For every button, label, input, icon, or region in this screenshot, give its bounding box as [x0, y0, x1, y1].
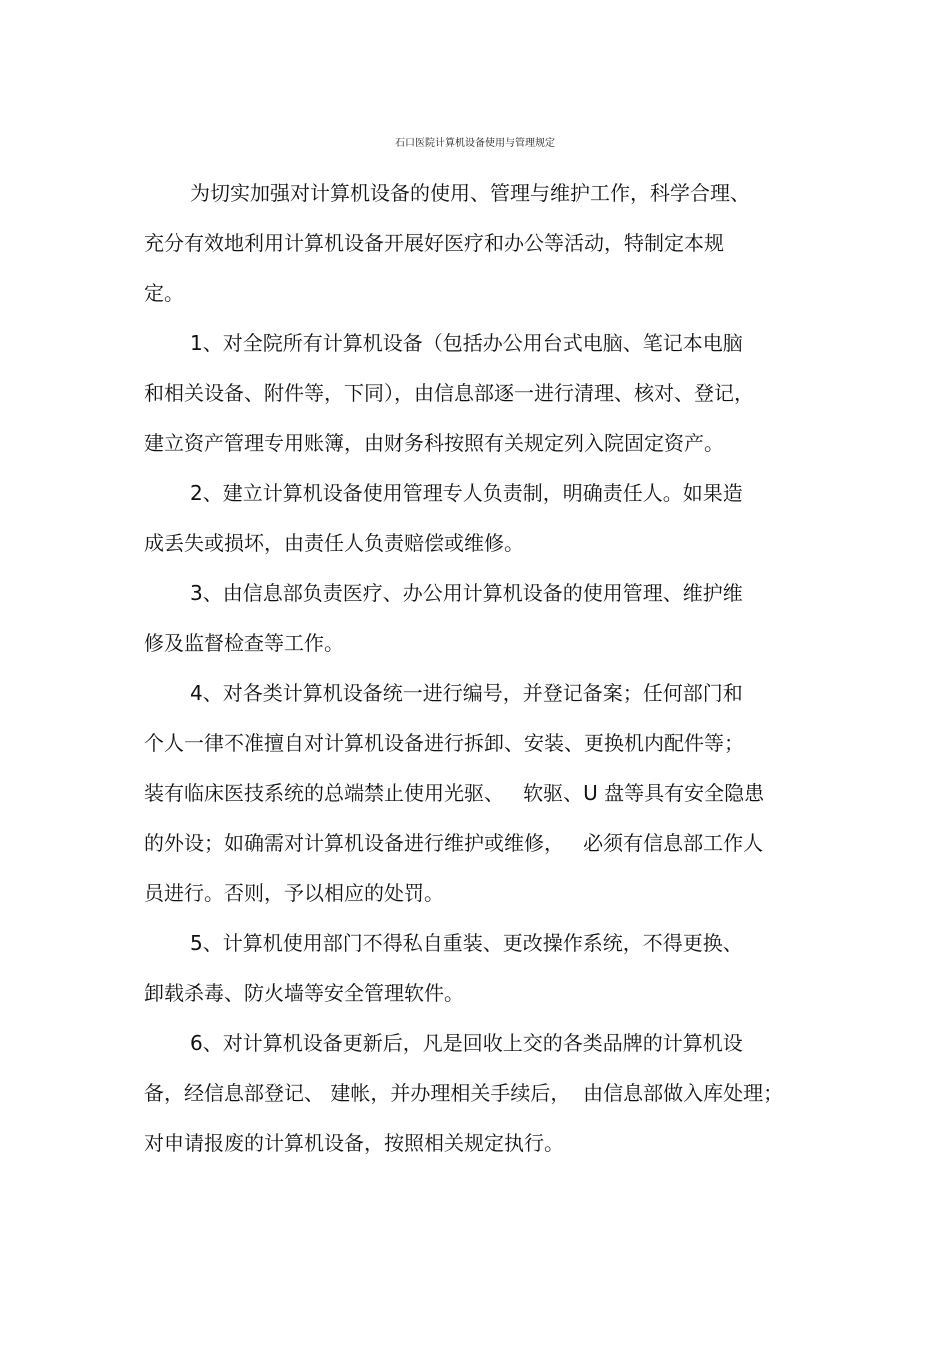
paragraph-line: 修及监督检查等工作。 [144, 631, 344, 655]
paragraph-line: 4、对各类计算机设备统一进行编号，并登记备案；任何部门和 [190, 681, 743, 705]
paragraph-line: 建立资产管理专用账簿，由财务科按照有关规定列入院固定资产。 [144, 431, 724, 455]
paragraph-line: 对申请报废的计算机设备，按照相关规定执行。 [144, 1131, 564, 1155]
paragraph-line: 3、由信息部负责医疗、办公用计算机设备的使用管理、维护维 [190, 581, 743, 605]
document-title: 石口医院计算机设备使用与管理规定 [395, 138, 555, 149]
paragraph-line: 5、计算机使用部门不得私自重装、更改操作系统，不得更换、 [190, 931, 743, 955]
paragraph-line: 2、建立计算机设备使用管理专人负责制，明确责任人。如果造 [190, 481, 743, 505]
paragraph-line: 为切实加强对计算机设备的使用、管理与维护工作，科学合理、 [190, 181, 750, 205]
paragraph-line: 卸载杀毒、防火墙等安全管理软件。 [144, 981, 464, 1005]
paragraph-line: 员进行。否则，予以相应的处罚。 [144, 881, 444, 905]
paragraph-line: 定。 [144, 281, 184, 305]
paragraph-line: 和相关设备、附件等，下同），由信息部逐一进行清理、核对、登记， [144, 381, 754, 405]
paragraph-line: 成丢失或损坏，由责任人负责赔偿或维修。 [144, 531, 524, 555]
paragraph-line: 个人一律不准擅自对计算机设备进行拆卸、安装、更换机内配件等； [144, 731, 744, 755]
paragraph-line: 1、对全院所有计算机设备（包括办公用台式电脑、笔记本电脑 [190, 331, 743, 355]
paragraph-line: 备，经信息部登记、 建帐，并办理相关手续后， 由信息部做入库处理； [144, 1081, 784, 1105]
paragraph-line: 充分有效地利用计算机设备开展好医疗和办公等活动，特制定本规 [144, 231, 724, 255]
paragraph-line: 6、对计算机设备更新后，凡是回收上交的各类品牌的计算机设 [190, 1031, 743, 1055]
paragraph-line: 装有临床医技系统的总端禁止使用光驱、 软驱、U 盘等具有安全隐患 [144, 781, 765, 805]
paragraph-line: 的外设；如确需对计算机设备进行维护或维修， 必须有信息部工作人 [144, 831, 764, 855]
